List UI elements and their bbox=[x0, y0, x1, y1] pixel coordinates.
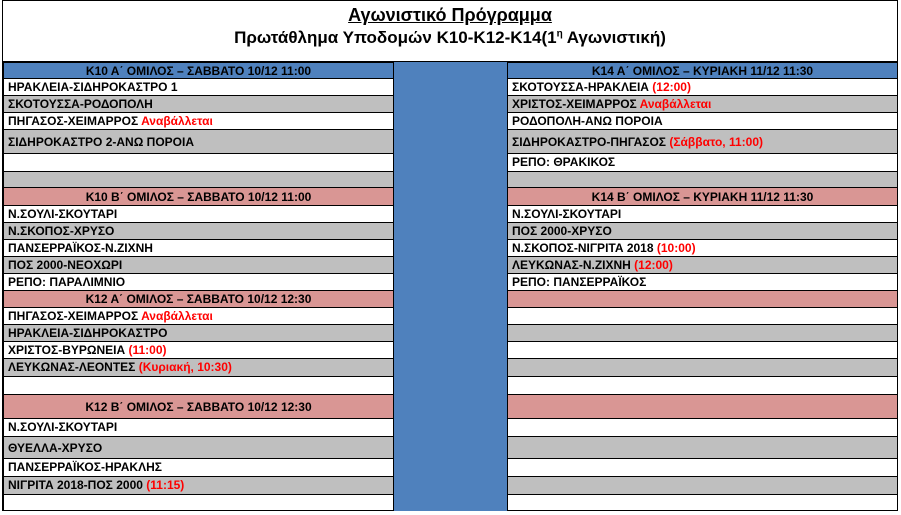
left-column bbox=[3, 62, 394, 511]
match-row bbox=[507, 257, 898, 274]
empty-row bbox=[507, 459, 898, 477]
match-note: (Κυριακή, 10:30) bbox=[138, 360, 232, 374]
match-row: ΣΙΔΗΡΟΚΑΣΤΡΟ 2-ΑΝΩ ΠΟΡΟΙΑ bbox=[3, 130, 394, 154]
match-row: ΡΟΔΟΠΟΛΗ-ΑΝΩ ΠΟΡΟΙΑ bbox=[507, 113, 898, 130]
match-teams: ΛΕΥΚΩΝΑΣ-ΛΕΟΝΤΕΣ bbox=[8, 360, 136, 374]
empty-row bbox=[3, 172, 394, 188]
page-subtitle bbox=[3, 28, 897, 48]
empty-row bbox=[507, 172, 898, 188]
empty-row bbox=[507, 477, 898, 495]
match-row bbox=[3, 477, 394, 495]
empty-row bbox=[507, 308, 898, 325]
match-row bbox=[3, 308, 394, 325]
match-teams: ΠΗΓΑΣΟΣ-ΧΕΙΜΑΡΡΟΣ bbox=[8, 309, 139, 323]
match-row: ΠΟΣ 2000-ΧΡΥΣΟ bbox=[507, 223, 898, 240]
subtitle-main: Πρωτάθλημα Υποδομών Κ10-Κ12-Κ14(1 bbox=[234, 28, 557, 47]
match-note: (12:00) bbox=[652, 80, 691, 94]
match-row: ΡΕΠΟ: ΘΡΑΚΙΚΟΣ bbox=[507, 154, 898, 172]
center-divider-band bbox=[393, 62, 508, 511]
k12b-header: Κ12 Β΄ ΟΜΙΛΟΣ – ΣΑΒΒΑΤΟ 10/12 12:30 bbox=[3, 395, 394, 419]
empty-row bbox=[507, 359, 898, 377]
match-row: ΡΕΠΟ: ΠΑΡΑΛΙΜΝΙΟ bbox=[3, 274, 394, 291]
empty-row bbox=[507, 419, 898, 437]
match-row: ΘΥΕΛΛΑ-ΧΡΥΣΟ bbox=[3, 437, 394, 459]
empty-row bbox=[507, 495, 898, 511]
title-box bbox=[2, 0, 898, 62]
match-row: ΗΡΑΚΛΕΙΑ-ΣΙΔΗΡΟΚΑΣΤΡΟ bbox=[3, 325, 394, 342]
empty-row bbox=[3, 154, 394, 172]
match-note: (12:00) bbox=[634, 258, 673, 272]
match-note: (Σάββατο, 11:00) bbox=[669, 135, 764, 149]
match-row bbox=[3, 342, 394, 359]
match-row: ΠΟΣ 2000-ΝΕΟΧΩΡΙ bbox=[3, 257, 394, 274]
subtitle-end: Αγωνιστική) bbox=[562, 28, 666, 47]
match-row: ΡΕΠΟ: ΠΑΝΣΕΡΡΑΪΚΟΣ bbox=[507, 274, 898, 291]
k14a-header: Κ14 Α΄ ΟΜΙΛΟΣ – ΚΥΡΙΑΚΗ 11/12 11:30 bbox=[507, 62, 898, 79]
match-note: Αναβάλλεται bbox=[141, 114, 213, 128]
match-row: ΠΑΝΣΕΡΡΑΪΚΟΣ-ΗΡΑΚΛΗΣ bbox=[3, 459, 394, 477]
match-note: Αναβάλλεται bbox=[639, 97, 712, 111]
match-row bbox=[507, 96, 898, 113]
match-teams: ΠΗΓΑΣΟΣ-ΧΕΙΜΑΡΡΟΣ bbox=[8, 114, 139, 128]
match-note: Αναβάλλεται bbox=[141, 309, 213, 323]
empty-row bbox=[507, 437, 898, 459]
match-row: Ν.ΣΟΥΛΙ-ΣΚΟΥΤΑΡΙ bbox=[3, 206, 394, 223]
match-teams: ΛΕΥΚΩΝΑΣ-Ν.ΖΙΧΝΗ bbox=[512, 258, 631, 272]
k10a-header: Κ10 Α΄ ΟΜΙΛΟΣ – ΣΑΒΒΑΤΟ 10/12 11:00 bbox=[3, 62, 394, 79]
k10b-header: Κ10 Β΄ ΟΜΙΛΟΣ – ΣΑΒΒΑΤΟ 10/12 11:00 bbox=[3, 188, 394, 206]
match-note: (10:00) bbox=[656, 241, 696, 255]
match-note: (11:00) bbox=[128, 343, 167, 357]
match-teams: Ν.ΣΚΟΠΟΣ-ΝΙΓΡΙΤΑ 2018 bbox=[512, 241, 654, 255]
empty-row bbox=[507, 342, 898, 359]
k14b-header: Κ14 Β΄ ΟΜΙΛΟΣ – ΚΥΡΙΑΚΗ 11/12 11:30 bbox=[507, 188, 898, 206]
right-column bbox=[507, 62, 898, 511]
empty-row bbox=[507, 377, 898, 395]
subtitle-sup: η bbox=[556, 28, 563, 40]
match-row: ΠΑΝΣΕΡΡΑΪΚΟΣ-Ν.ΖΙΧΝΗ bbox=[3, 240, 394, 257]
match-row: ΗΡΑΚΛΕΙΑ-ΣΙΔΗΡΟΚΑΣΤΡΟ 1 bbox=[3, 79, 394, 96]
match-row: ΣΚΟΤΟΥΣΣΑ-ΡΟΔΟΠΟΛΗ bbox=[3, 96, 394, 113]
match-row bbox=[3, 359, 394, 377]
page-title: Αγωνιστικό Πρόγραμμα bbox=[348, 5, 552, 25]
match-row: Ν.ΣΚΟΠΟΣ-ΧΡΥΣΟ bbox=[3, 223, 394, 240]
match-row bbox=[3, 113, 394, 130]
k12a-header: Κ12 Α΄ ΟΜΙΛΟΣ – ΣΑΒΒΑΤΟ 10/12 12:30 bbox=[3, 291, 394, 308]
match-row bbox=[507, 130, 898, 154]
match-row: Ν.ΣΟΥΛΙ-ΣΚΟΥΤΑΡΙ bbox=[507, 206, 898, 223]
match-row bbox=[507, 240, 898, 257]
empty-row bbox=[3, 377, 394, 395]
match-teams: ΧΡΙΣΤΟΣ-ΧΕΙΜΑΡΡΟΣ bbox=[512, 97, 637, 111]
empty-row bbox=[507, 325, 898, 342]
empty-row bbox=[3, 495, 394, 511]
empty-header-row bbox=[507, 395, 898, 419]
match-note: (11:15) bbox=[146, 478, 185, 492]
match-row bbox=[507, 79, 898, 96]
match-teams: ΣΙΔΗΡΟΚΑΣΤΡΟ-ΠΗΓΑΣΟΣ bbox=[512, 135, 667, 149]
empty-header-row bbox=[507, 291, 898, 308]
match-row: Ν.ΣΟΥΛΙ-ΣΚΟΥΤΑΡΙ bbox=[3, 419, 394, 437]
match-teams: ΧΡΙΣΤΟΣ-ΒΥΡΩΝΕΙΑ bbox=[8, 343, 126, 357]
match-teams: ΣΚΟΤΟΥΣΣΑ-ΗΡΑΚΛΕΙΑ bbox=[512, 80, 649, 94]
match-teams: ΝΙΓΡΙΤΑ 2018-ΠΟΣ 2000 bbox=[8, 478, 143, 492]
